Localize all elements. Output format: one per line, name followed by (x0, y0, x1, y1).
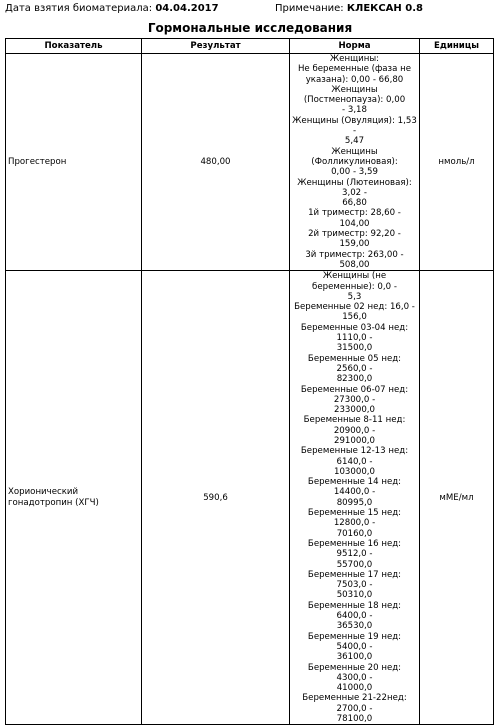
norm-line: Беременные 18 нед: 6400,0 - (307, 600, 402, 622)
table-row (6, 271, 494, 725)
norm-line: 82300,0 (336, 374, 373, 385)
norm-line: указана): 0,00 - 66,80 (305, 74, 404, 85)
norm-line: Женщины (Овуляция): 1,53 - (292, 115, 417, 137)
norm-line: 233000,0 (333, 405, 375, 416)
table-row (6, 54, 494, 271)
table-header-row (6, 39, 494, 54)
norm-line: 291000,0 (333, 435, 375, 446)
norm-line: 103000,0 (333, 466, 375, 477)
norm-line: Женщины: (329, 54, 380, 64)
norm-line: Беременные 12-13 нед: 6140,0 - (300, 446, 409, 467)
results-table (5, 38, 494, 725)
norm-line: 5,3 (347, 291, 362, 302)
column-header-result: Результат (142, 39, 290, 54)
norm-line: Женщины (Лютеиновая): 3,02 - (297, 177, 412, 198)
norm-line: 70160,0 (336, 528, 373, 539)
norm-line: Беременные 21-22нед: 2700,0 - (302, 693, 407, 714)
column-header-norm: Норма (290, 39, 420, 54)
norm-line: Беременные 15 нед: 12800,0 - (307, 508, 402, 529)
result-cell: 480,00 (142, 54, 290, 271)
note-value: КЛЕКСАН 0.8 (346, 3, 423, 14)
norm-line: Беременные 03-04 нед: 1110,0 - (300, 322, 409, 344)
norm-line: 36530,0 (336, 621, 373, 632)
norm-line: Беременные 02 нед: 16,0 - 156,0 (294, 302, 415, 323)
norm-line: Беременные 17 нед: 7503,0 - (307, 569, 402, 591)
norm-line: 0,00 - 3,59 (331, 167, 378, 178)
norm-line: 80995,0 (336, 497, 373, 508)
norm-line: 41000,0 (336, 683, 373, 694)
norm-line: Не беременные (фаза не (297, 64, 412, 75)
norm-line: 5,47 (344, 136, 365, 147)
section-title: Гормональные исследования (147, 21, 353, 35)
column-header-units: Единицы (420, 39, 494, 54)
norm-line: Беременные 16 нед: 9512,0 - (307, 538, 402, 560)
collection-date-value: 04.04.2017 (155, 3, 219, 14)
norm-line: 36100,0 (336, 652, 373, 663)
indicator-cell: Хорионический гонадотропин (ХГЧ) (6, 271, 142, 725)
collection-date-label: Дата взятия биоматериала: (5, 3, 153, 14)
norm-line: 55700,0 (336, 559, 373, 570)
norm-line: Беременные 06-07 нед: 27300,0 - (300, 384, 409, 405)
norm-line: 78100,0 (336, 714, 373, 724)
biomaterial-header (5, 0, 495, 18)
result-cell: 590,6 (142, 271, 290, 725)
norm-cell (290, 54, 420, 271)
norm-line: 3й триместр: 263,00 - 508,00 (305, 249, 404, 270)
norm-line: Беременные 8-11 нед: 20900,0 - (303, 415, 406, 436)
norm-line: 1й триместр: 28,60 - 104,00 (308, 208, 401, 229)
norm-line: Женщины (не беременные): 0,0 - (312, 271, 397, 292)
norm-line: Беременные 19 нед: 5400,0 - (307, 631, 402, 652)
norm-cell (290, 271, 420, 725)
norm-line: 50310,0 (336, 590, 373, 601)
indicator-cell: Прогестерон (6, 54, 142, 271)
norm-line: Женщины (Фолликулиновая): (311, 146, 398, 167)
note (275, 0, 423, 18)
norm-line: 31500,0 (336, 343, 373, 354)
units-cell: нмоль/л (420, 54, 494, 271)
norm-line: - 3,18 (342, 105, 367, 116)
norm-line: 66,80 (342, 198, 367, 209)
norm-line: 2й триместр: 92,20 - 159,00 (308, 229, 401, 250)
units-cell: мМЕ/мл (420, 271, 494, 725)
norm-line: Беременные 05 нед: 2560,0 - (307, 353, 402, 374)
norm-line: Беременные 14 нед: 14400,0 - (307, 477, 402, 498)
norm-line: Беременные 20 нед: 4300,0 - (307, 662, 402, 683)
column-header-indicator: Показатель (6, 39, 142, 54)
norm-line: Женщины (Постменопауза): 0,00 (303, 84, 406, 106)
collection-date (5, 0, 219, 18)
note-label: Примечание: (275, 3, 344, 14)
